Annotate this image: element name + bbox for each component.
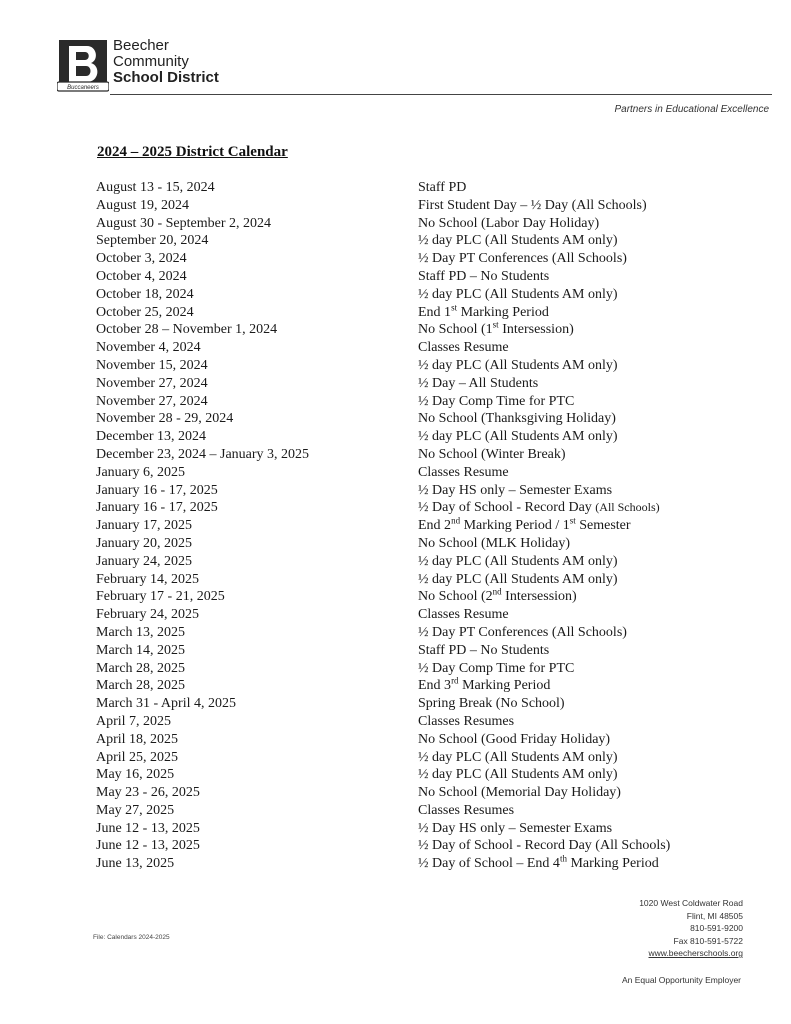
- event-description: End 1st Marking Period: [418, 301, 549, 320]
- header-rule: [110, 94, 772, 95]
- event-date: August 13 - 15, 2024: [96, 180, 215, 195]
- event-description: End 2nd Marking Period / 1st Semester: [418, 515, 631, 534]
- event-description: No School (Labor Day Holiday): [418, 215, 600, 231]
- event-description: Staff PD – No Students: [418, 268, 550, 284]
- org-line-3: School District: [113, 69, 219, 86]
- calendar-row: [0, 197, 791, 215]
- event-date: June 12 - 13, 2025: [96, 838, 200, 854]
- event-date: March 13, 2025: [96, 624, 186, 640]
- address-line-2: Flint, MI 48505: [686, 910, 743, 921]
- event-date: February 17 - 21, 2025: [96, 589, 225, 605]
- event-date: February 14, 2025: [96, 571, 200, 587]
- calendar-row: [0, 731, 791, 749]
- event-date: April 25, 2025: [96, 749, 179, 765]
- calendar-row: [0, 695, 791, 713]
- event-date: November 27, 2024: [96, 393, 208, 409]
- event-date: March 28, 2025: [96, 660, 186, 676]
- event-description: ½ Day HS only – Semester Exams: [418, 482, 613, 498]
- calendar-row: [0, 357, 791, 375]
- calendar-row: [0, 268, 791, 286]
- event-description: No School (MLK Holiday): [418, 535, 571, 551]
- calendar-row: [0, 410, 791, 428]
- calendar-row: [0, 232, 791, 250]
- page-title: 2024 – 2025 District Calendar: [97, 144, 288, 160]
- calendar-row: [0, 677, 791, 695]
- event-description: ½ Day PT Conferences (All Schools): [418, 251, 627, 267]
- calendar-row: [0, 428, 791, 446]
- event-date: January 16 - 17, 2025: [96, 500, 218, 516]
- calendar-row: [0, 464, 791, 482]
- website-link[interactable]: www.beecherschools.org: [648, 948, 743, 958]
- calendar-row: [0, 571, 791, 589]
- event-description: ½ day PLC (All Students AM only): [418, 286, 618, 302]
- event-description: Classes Resumes: [418, 802, 515, 818]
- event-date: May 23 - 26, 2025: [96, 785, 200, 801]
- event-description: Spring Break (No School): [418, 696, 565, 712]
- event-description: Staff PD – No Students: [418, 642, 550, 658]
- event-date: December 13, 2024: [96, 429, 207, 445]
- eoe-statement: An Equal Opportunity Employer: [621, 975, 741, 985]
- event-description: ½ day PLC (All Students AM only): [418, 571, 618, 587]
- event-date: January 6, 2025: [96, 464, 186, 480]
- event-description: No School (Memorial Day Holiday): [418, 785, 621, 801]
- event-date: November 4, 2024: [96, 340, 201, 356]
- event-description: ½ Day of School – End 4th Marking Period: [418, 853, 659, 872]
- event-date: May 16, 2025: [96, 767, 175, 783]
- event-description: Staff PD: [418, 180, 467, 195]
- event-date: June 13, 2025: [96, 856, 175, 872]
- calendar-row: [0, 784, 791, 802]
- event-description: ½ day PLC (All Students AM only): [418, 357, 618, 373]
- event-date: March 31 - April 4, 2025: [96, 696, 236, 712]
- calendar-row: [0, 321, 791, 339]
- event-description: No School (2nd Intersession): [418, 586, 577, 605]
- event-date: November 28 - 29, 2024: [96, 411, 234, 427]
- event-date: January 24, 2025: [96, 553, 193, 569]
- calendar-row: [0, 642, 791, 660]
- calendar-row: [0, 482, 791, 500]
- event-date: October 28 – November 1, 2024: [96, 322, 278, 338]
- address-line-1: 1020 West Coldwater Road: [639, 898, 743, 908]
- event-date: October 3, 2024: [96, 251, 187, 267]
- event-description: ½ Day HS only – Semester Exams: [418, 820, 613, 836]
- calendar-list: [0, 179, 791, 873]
- event-date: March 28, 2025: [96, 678, 186, 694]
- event-date: May 27, 2025: [96, 802, 175, 818]
- calendar-row: [0, 749, 791, 767]
- event-description: ½ Day Comp Time for PTC: [418, 660, 575, 676]
- event-description: ½ Day PT Conferences (All Schools): [418, 624, 627, 640]
- calendar-row: [0, 215, 791, 233]
- calendar-row: [0, 713, 791, 731]
- event-description: ½ day PLC (All Students AM only): [418, 429, 618, 445]
- calendar-row: [0, 820, 791, 838]
- calendar-row: [0, 588, 791, 606]
- file-note: File: Calendars 2024-2025: [93, 934, 170, 941]
- event-description: ½ Day of School - Record Day (All Schools): [418, 838, 671, 854]
- event-date: March 14, 2025: [96, 642, 186, 658]
- event-description: ½ Day Comp Time for PTC: [418, 393, 575, 409]
- calendar-row: [0, 553, 791, 571]
- calendar-row: [0, 446, 791, 464]
- event-description: ½ Day – All Students: [418, 375, 539, 391]
- event-date: October 25, 2024: [96, 304, 194, 320]
- phone: 810-591-9200: [690, 923, 743, 933]
- event-description: ½ day PLC (All Students AM only): [418, 767, 618, 783]
- contact-block: [639, 897, 743, 960]
- district-logo: [57, 38, 109, 94]
- event-date: February 24, 2025: [96, 607, 200, 623]
- calendar-row: [0, 837, 791, 855]
- event-description: Classes Resumes: [418, 713, 515, 729]
- event-description: ½ day PLC (All Students AM only): [418, 553, 618, 569]
- calendar-row: [0, 375, 791, 393]
- event-date: September 20, 2024: [96, 233, 209, 249]
- event-date: June 12 - 13, 2025: [96, 820, 200, 836]
- event-date: April 18, 2025: [96, 731, 179, 747]
- calendar-row: [0, 250, 791, 268]
- calendar-row: [0, 660, 791, 678]
- event-description: ½ Day of School - Record Day (All Schools): [418, 500, 660, 516]
- event-date: August 30 - September 2, 2024: [96, 215, 271, 231]
- calendar-row: [0, 393, 791, 411]
- event-description: Classes Resume: [418, 464, 509, 480]
- event-description: Classes Resume: [418, 340, 509, 356]
- event-description: End 3rd Marking Period: [418, 675, 551, 694]
- event-date: November 15, 2024: [96, 357, 208, 373]
- event-date: August 19, 2024: [96, 197, 189, 213]
- calendar-row: [0, 766, 791, 784]
- org-name: [113, 38, 219, 86]
- event-description: Classes Resume: [418, 607, 509, 623]
- calendar-row: [0, 624, 791, 642]
- calendar-row: [0, 179, 791, 197]
- fax: Fax 810-591-5722: [673, 935, 743, 946]
- org-line-2: Community: [113, 53, 189, 70]
- event-date: November 27, 2024: [96, 375, 208, 391]
- event-date: December 23, 2024 – January 3, 2025: [96, 446, 310, 462]
- event-description: No School (1st Intersession): [418, 319, 574, 338]
- event-description: ½ day PLC (All Students AM only): [418, 233, 618, 249]
- calendar-row: [0, 339, 791, 357]
- event-date: January 20, 2025: [96, 535, 193, 551]
- calendar-row: [0, 301, 791, 322]
- logo-wordmark: Buccaneers: [67, 85, 99, 91]
- event-date: October 18, 2024: [96, 286, 194, 302]
- calendar-row: [0, 855, 791, 873]
- event-description: First Student Day – ½ Day (All Schools): [418, 197, 647, 213]
- calendar-row: [0, 286, 791, 304]
- event-date: January 16 - 17, 2025: [96, 482, 218, 498]
- event-description: No School (Good Friday Holiday): [418, 731, 611, 747]
- event-description: No School (Thanksgiving Holiday): [418, 411, 616, 427]
- calendar-row: [0, 535, 791, 553]
- calendar-row: [0, 802, 791, 820]
- calendar-row: [0, 517, 791, 535]
- org-line-1: Beecher: [113, 37, 169, 54]
- event-date: January 17, 2025: [96, 518, 193, 534]
- event-description: No School (Winter Break): [418, 446, 566, 462]
- tagline: Partners in Educational Excellence: [614, 104, 769, 115]
- event-date: April 7, 2025: [96, 713, 172, 729]
- calendar-row: [0, 499, 791, 517]
- event-date: October 4, 2024: [96, 268, 187, 284]
- event-description: ½ day PLC (All Students AM only): [418, 749, 618, 765]
- calendar-row: [0, 606, 791, 624]
